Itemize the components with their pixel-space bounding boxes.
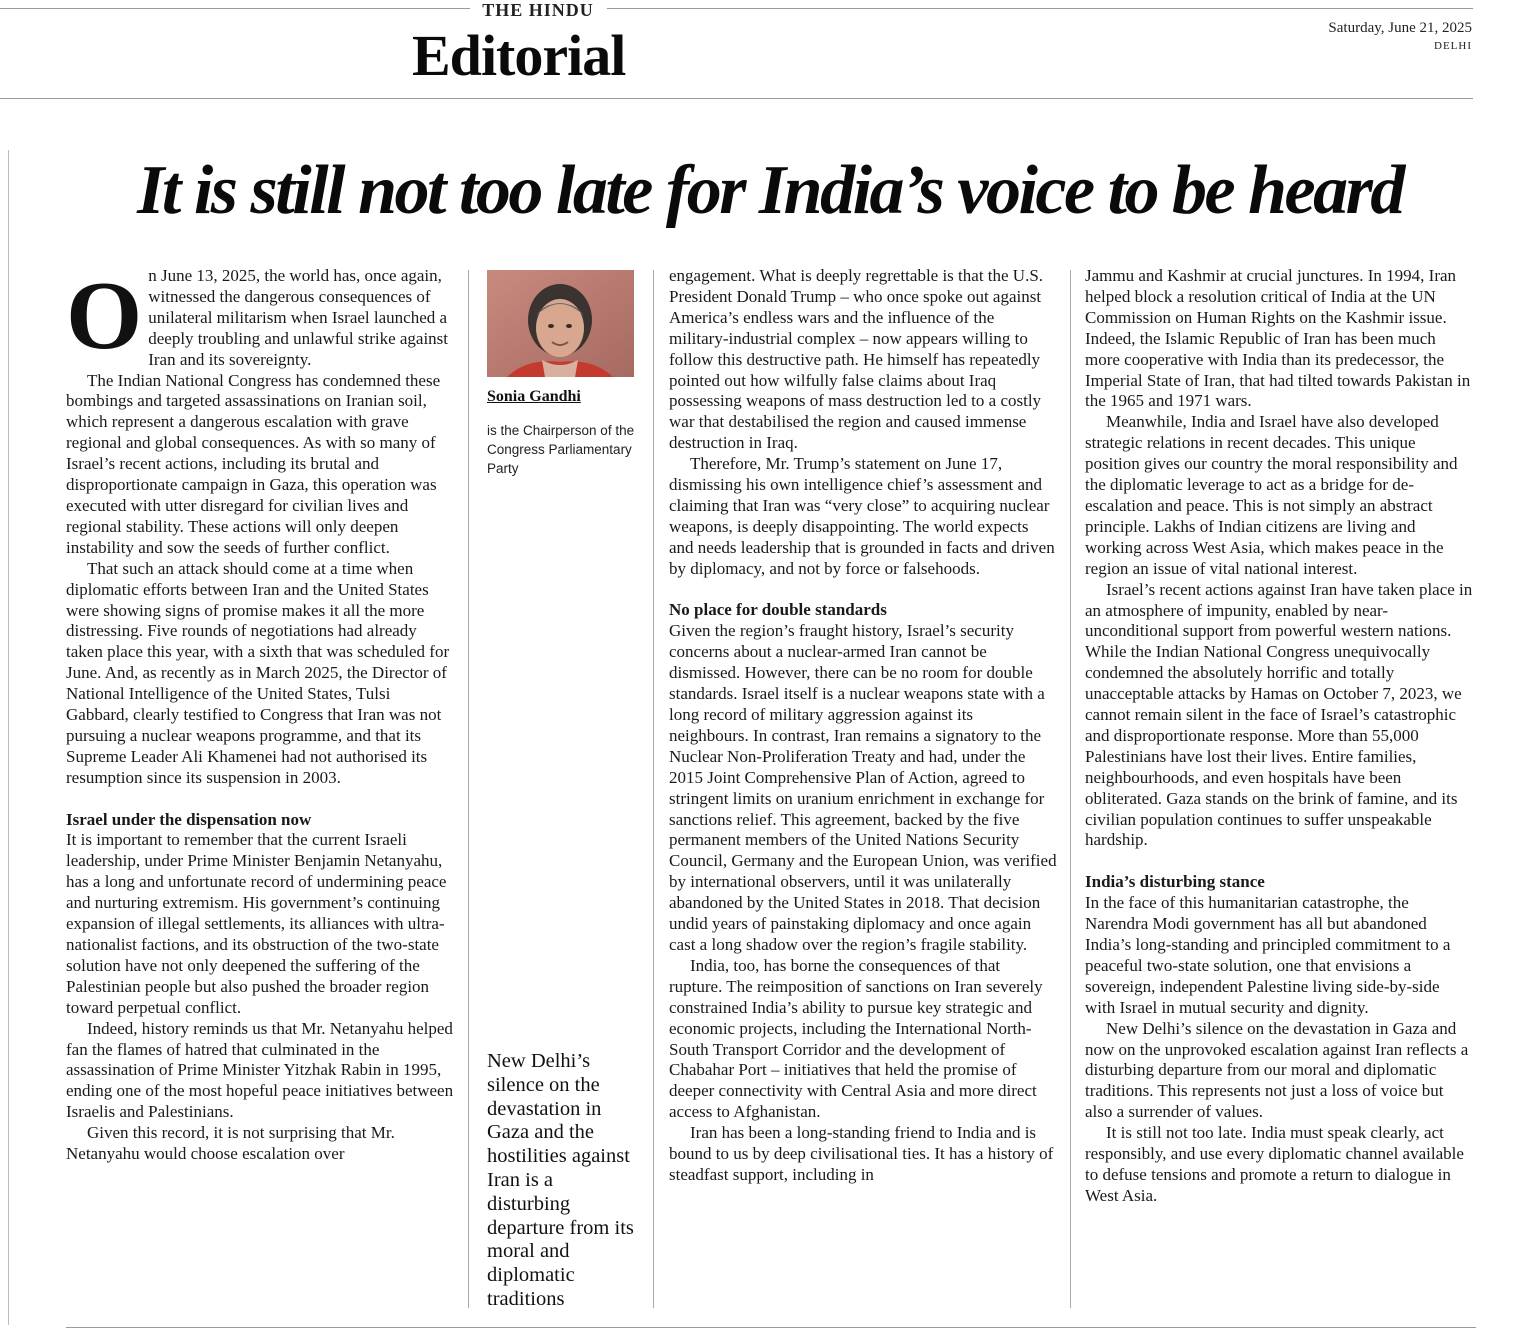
paragraph: In the face of this humanitarian catastrophe, the Narendra Modi government has all but abandoned India’s long-standing and principled commitment to a peaceful two-state solution, one that envisions a sovereign, independent Palestine living side-by-side with Israel in mutual security and dignity. bbox=[1085, 893, 1451, 1017]
edition-city: DELHI bbox=[1434, 40, 1472, 52]
author-bio: is the Chairperson of the Congress Parliamentary Party bbox=[487, 423, 635, 476]
drop-cap: O bbox=[66, 262, 143, 370]
paragraph: That such an attack should come at a time when diplomatic efforts between Iran and the United States were showing signs of promise makes it all the more distressing. Five rounds of negotiations had already taken place this year, with a sixth that was scheduled for June. And, as recently as in March 2025, the Director of National Intelligence of the United States, Tulsi Gabbard, clearly testified to Congress that Iran was not pursuing a nuclear weapons programme, and that its Supreme Leader Ali Khamenei had not authorised its resumption since its suspension in 2003. bbox=[66, 558, 450, 787]
paragraph: Therefore, Mr. Trump’s statement on June 17, dismissing his own intelligence chief’s assessment and claiming that Iran was “very close” to acquiring nuclear weapons, is deeply disappointing. The world expects and needs leadership that is grounded in facts and driven by diplomacy, and not by force or falsehoods. bbox=[669, 454, 1055, 578]
portrait-image bbox=[487, 270, 634, 377]
column-divider bbox=[1070, 270, 1071, 1308]
paragraph: It is important to remember that the current Israeli leadership, under Prime Minister Benjamin Netanyahu, has a long and unfortunate record of undermining peace and nurturing extremism. His government’s continuing expansion of illegal settlements, its alliances with ultra-nationalist factions, and its obstruction of the two-state solution have not only deepened the suffering of the Palestinian people but also pushed the broader region toward perpetual conflict. bbox=[66, 830, 447, 1017]
paragraph: Given the region’s fraught history, Israel’s security concerns about a nuclear-armed Iran cannot be dismissed. However, there can be no room for double standards. Israel itself is a nuclear weapons state with a long record of military aggression against its neighbours. In contrast, Iran remains a signatory to the Nuclear Non-Proliferation Treaty and had, under the 2015 Joint Comprehensive Plan of Action, agreed to stringent limits on uranium enrichment in exchange for sanctions relief. This agreement, backed by the five permanent members of the United Nations Security Council, Germany and the European Union, was verified by international observers, until it was unilaterally abandoned by the United States in 2018. That decision undid years of painstaking diplomacy and once again cast a long shadow over the region’s fragile stability. bbox=[669, 621, 1057, 954]
paragraph: It is still not too late. India must speak clearly, act responsibly, and use every diplomatic channel available to defuse tensions and promote a return to dialogue in West Asia. bbox=[1085, 1123, 1464, 1205]
pull-quote: New Delhi’s silence on the devastation in Gaza and the hostilities against Iran is a disturbing departure from its moral and diplomatic traditions bbox=[487, 1050, 634, 1310]
paragraph: Iran has been a long-standing friend to India and is bound to us by deep civilisational ties. It has a history of steadfast support, including in bbox=[669, 1123, 1054, 1184]
column-divider bbox=[653, 270, 654, 1308]
subheading: Israel under the dispensation now bbox=[66, 809, 312, 829]
paper-name: THE HINDU bbox=[482, 0, 594, 20]
masthead-rule-left bbox=[0, 8, 470, 9]
author-name[interactable]: Sonia Gandhi bbox=[487, 388, 581, 405]
paragraph: Indeed, history reminds us that Mr. Netanyahu helped fan the flames of hatred that culminated in the assassination of Prime Minister Yitzhak Rabin in 1995, ending one of the most hopeful peace initiatives between Israelis and Palestinians. bbox=[66, 1018, 454, 1122]
section-title: Editorial bbox=[412, 23, 626, 88]
paragraph: engagement. What is deeply regrettable is that the U.S. President Donald Trump – who once spoke out against America’s endless wars and the influence of the military-industrial complex – now appears willing to follow this destructive path. He himself has repeatedly pointed out how wilfully false claims about Iraq possessing weapons of mass destruction led to a costly war that destabilised the region and caused immense destruction in Iraq. bbox=[669, 266, 1044, 453]
article-headline: It is still not too late for India’s voice to be heard bbox=[137, 152, 1403, 229]
article-column-4 bbox=[1085, 266, 1473, 1207]
paragraph: Israel’s recent actions against Iran have taken place in an atmosphere of impunity, enabled by near-unconditional support from powerful western nations. While the Indian National Congress unequivocally condemned the absolutely horrific and totally unacceptable attacks by Hamas on October 7, 2023, we cannot remain silent in the face of Israel’s catastrophic and disproportionate response. More than 55,000 Palestinians have lost their lives. Entire families, neighbourhoods, and even hospitals have been obliterated. Gaza stands on the brink of famine, and its civilian population continues to suffer unspeakable hardship. bbox=[1085, 579, 1473, 850]
paragraph: The Indian National Congress has condemned these bombings and targeted assassinations on Iranian soil, which represent a dangerous escalation with grave regional and global consequences. As with so many of Israel’s recent actions, including its brutal and disproportionate campaign in Gaza, this operation was executed with utter disregard for civilian lives and regional stability. These actions will only deepen instability and sow the seeds of further conflict. bbox=[66, 370, 441, 557]
footer-divider bbox=[66, 1327, 1476, 1328]
author-photo bbox=[487, 270, 634, 377]
subheading: No place for double standards bbox=[669, 600, 887, 620]
header-divider bbox=[0, 98, 1473, 99]
masthead-rule-right bbox=[607, 8, 1473, 9]
article-column-3 bbox=[669, 266, 1057, 1186]
subheading: India’s disturbing stance bbox=[1085, 872, 1265, 892]
paragraph: n June 13, 2025, the world has, once again, witnessed the dangerous consequences of unilateral militarism when Israel launched a deeply troubling and unlawful strike against Iran and its sovereignty. bbox=[148, 266, 449, 369]
article-column-1 bbox=[66, 262, 454, 1165]
paragraph: India, too, has borne the consequences of that rupture. The reimposition of sanctions on Iran severely constrained India’s ability to pursue key strategic and economic projects, including the International North-South Transport Corridor and the development of Chabahar Port – initiatives that held the promise of deeper connectivity with Central Asia and more direct access to Afghanistan. bbox=[669, 955, 1043, 1122]
page-margin-rule bbox=[8, 150, 9, 1325]
paragraph: New Delhi’s silence on the devastation in Gaza and now on the unprovoked escalation against Iran reflects a disturbing departure from our moral and diplomatic traditions. This represents not just a loss of voice but also a surrender of values. bbox=[1085, 1018, 1469, 1122]
paragraph: Jammu and Kashmir at crucial junctures. In 1994, Iran helped block a resolution critical of India at the UN Commission on Human Rights on the Kashmir issue. Indeed, the Islamic Republic of Iran has been much more cooperative with India than its predecessor, the Imperial State of Iran, that had tilted towards Pakistan in the 1965 and 1971 wars. bbox=[1085, 266, 1471, 411]
column-divider bbox=[468, 270, 469, 1308]
paragraph: Given this record, it is not surprising that Mr. Netanyahu would choose escalation over bbox=[66, 1123, 395, 1164]
paragraph: Meanwhile, India and Israel have also developed strategic relations in recent decades. This unique position gives our country the moral responsibility and the diplomatic leverage to act as a bridge for de-escalation and peace. This is not simply an abstract principle. Lakhs of Indian citizens are living and working across West Asia, which makes peace in the region an issue of vital national interest. bbox=[1085, 412, 1458, 578]
issue-date: Saturday, June 21, 2025 bbox=[1328, 20, 1472, 36]
